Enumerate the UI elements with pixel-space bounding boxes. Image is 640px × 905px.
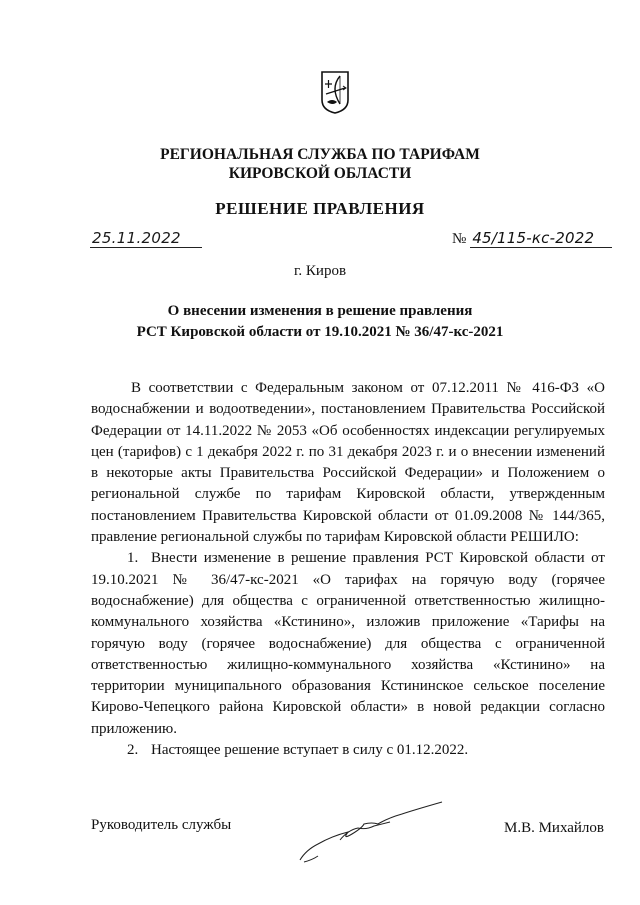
signatory-position: Руководитель службы xyxy=(91,817,232,833)
organization-name-line1: РЕГИОНАЛЬНАЯ СЛУЖБА ПО ТАРИФАМ xyxy=(160,146,480,163)
city: г. Киров xyxy=(293,263,347,279)
handwritten-signature-icon xyxy=(292,800,452,870)
number-underline xyxy=(470,247,612,248)
organization-name-line2: КИРОВСКОЙ ОБЛАСТИ xyxy=(228,165,412,182)
subject-line1: О внесении изменения в решение правления xyxy=(167,303,473,319)
document-number-block xyxy=(452,229,594,248)
coat-of-arms-icon xyxy=(320,70,350,114)
signatory-name: М.В. Михайлов xyxy=(503,820,604,836)
document-number: 45/115-кс-2022 xyxy=(472,229,595,247)
document-type-title: РЕШЕНИЕ ПРАВЛЕНИЯ xyxy=(215,199,425,218)
decision-item-2 xyxy=(91,740,605,761)
document-body xyxy=(91,378,605,761)
number-sign: № xyxy=(452,231,467,247)
document-date: 25.11.2022 xyxy=(92,229,181,247)
item-text: Внести изменение в решение правления РСТ Кировской области от 19.10.2021 № 36/47-кс-2021 «О тарифах на горячую воду (горячее водоснабжение) для общества с ограниченной ответственностью жилищно-коммунального хозяйства «Кстинино», изложив приложение «Тарифы на горячую воду (горячее водоснабжение) для общества с ограниченной ответственностью жилищно-коммунального хозяйства «Кстинино» на территории муниципального образования Кстининское сельское поселение Кирово-Чепецкого района Кировской области» в новой редакции согласно приложению. xyxy=(91,550,605,737)
item-text: Настоящее решение вступает в силу с 01.12.2022. xyxy=(151,742,469,759)
date-underline xyxy=(90,247,202,248)
item-number: 1. xyxy=(127,550,139,567)
item-number: 2. xyxy=(127,742,139,759)
decision-item-1 xyxy=(91,548,605,740)
preamble-paragraph: В соответствии с Федеральным законом от 07.12.2011 № 416-ФЗ «О водоснабжении и водоотведении», постановлением Правительства Российской Федерации от 14.11.2022 № 2053 «Об особенностях индексации регулируемых цен (тарифов) с 1 декабря 2022 г. по 31 декабря 2023 г. и о внесении изменений в некоторые акты Правительства Российской Федерации» и Положением о региональной службе по тарифам Кировской области, утвержденным постановлением Правительства Кировской области от 01.09.2008 № 144/365, правление региональной службы по тарифам Кировской области РЕШИЛО: xyxy=(91,380,605,546)
subject-line2: РСТ Кировской области от 19.10.2021 № 36/47-кс-2021 xyxy=(136,324,504,340)
